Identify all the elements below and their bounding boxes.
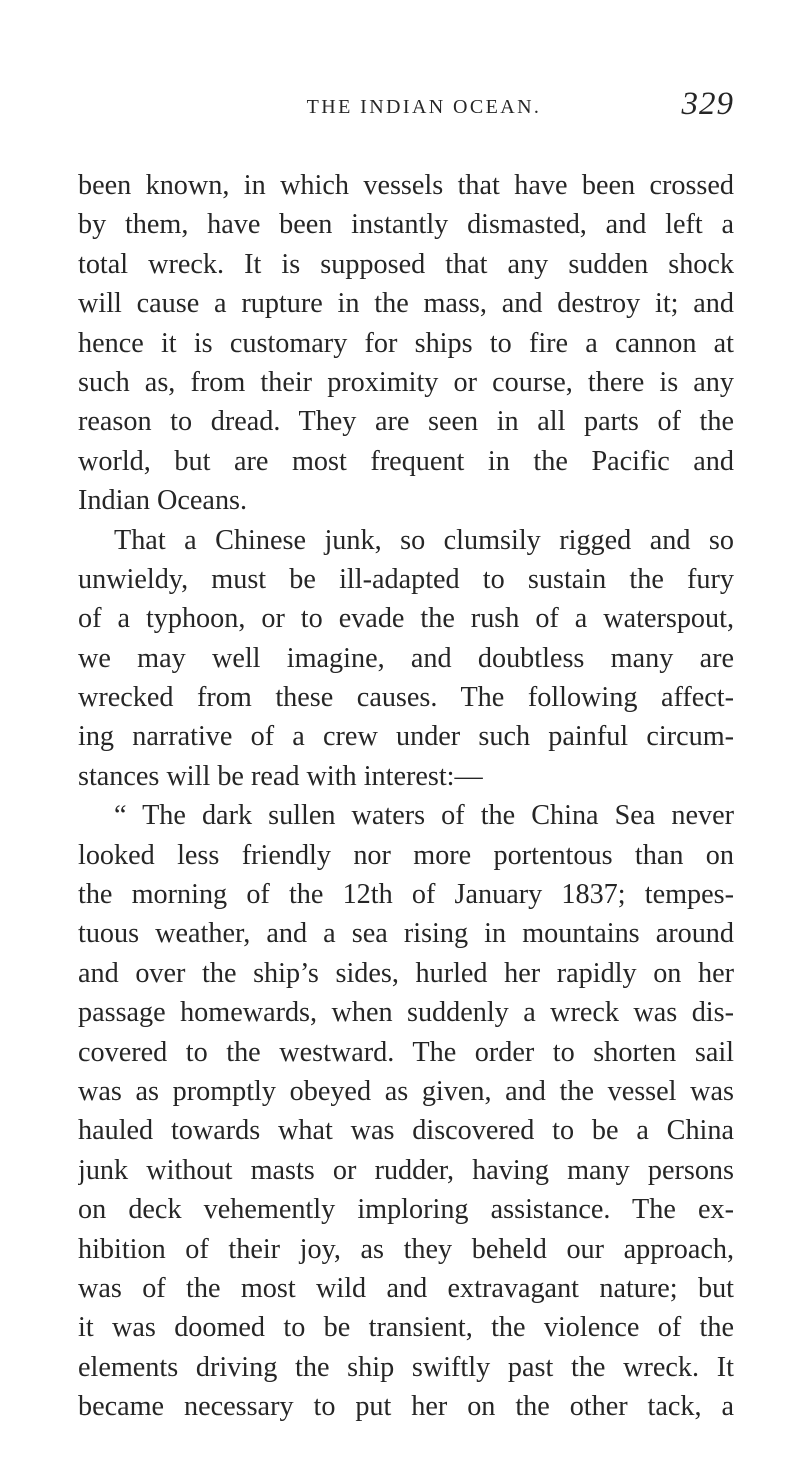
text-line: we may well imagine, and doubtless many are [78,642,734,674]
text-line: tuous weather, and a sea rising in mountains around [78,918,734,950]
text-line: unwieldy, must be ill-adapted to sustain the fury [78,563,734,595]
text-line: was of the most wild and extravagant nature; but [78,1272,734,1304]
text-line: on deck vehemently imploring assistance. The ex- [78,1194,734,1226]
text-line: hibition of their joy, as they beheld our approach, [78,1233,734,1265]
text-line: was as promptly obeyed as given, and the vessel was [78,1075,734,1107]
text-line: wrecked from these causes. The following affect- [78,682,734,714]
text-line: hence it is customary for ships to fire a cannon at [78,327,734,359]
text-line: it was doomed to be transient, the violence of the [78,1312,734,1344]
body-text [78,166,734,1427]
text-line: will cause a rupture in the mass, and destroy it; and [78,288,734,320]
text-line: stances will be read with interest:— [78,760,483,792]
text-line: elements driving the ship swiftly past the wreck. It [78,1351,734,1383]
text-line: total wreck. It is supposed that any sudden shock [78,248,734,280]
text-line: and over the ship’s sides, hurled her rapidly on her [78,957,734,989]
text-line: such as, from their proximity or course, there is any [78,366,734,398]
text-line: That a Chinese junk, so clumsily rigged and so [114,524,734,556]
text-line: been known, in which vessels that have been crossed [78,170,734,201]
text-line: passage homewards, when suddenly a wreck was dis- [78,997,734,1029]
text-line: by them, have been instantly dismasted, and left a [78,209,734,241]
text-line: Indian Oceans. [78,485,248,517]
text-line: the morning of the 12th of January 1837; tempes- [78,879,734,911]
text-line: ing narrative of a crew under such painful circum- [78,721,734,753]
text-line: of a typhoon, or to evade the rush of a waterspout, [78,603,734,635]
running-head [78,86,734,122]
text-line: “ The dark sullen waters of the China Sea never [114,800,734,832]
page-number: 329 [681,86,734,122]
text-line: world, but are most frequent in the Pacific and [78,445,734,477]
text-line: reason to dread. They are seen in all parts of the [78,406,734,438]
text-line: covered to the westward. The order to shorten sail [78,1036,734,1068]
text-line: junk without masts or rudder, having many persons [78,1154,734,1186]
running-head-title: THE INDIAN OCEAN. [306,96,542,118]
text-line: looked less friendly nor more portentous than on [78,839,734,871]
text-line: became necessary to put her on the other tack, a [78,1391,734,1423]
text-line: hauled towards what was discovered to be a China [78,1115,734,1147]
